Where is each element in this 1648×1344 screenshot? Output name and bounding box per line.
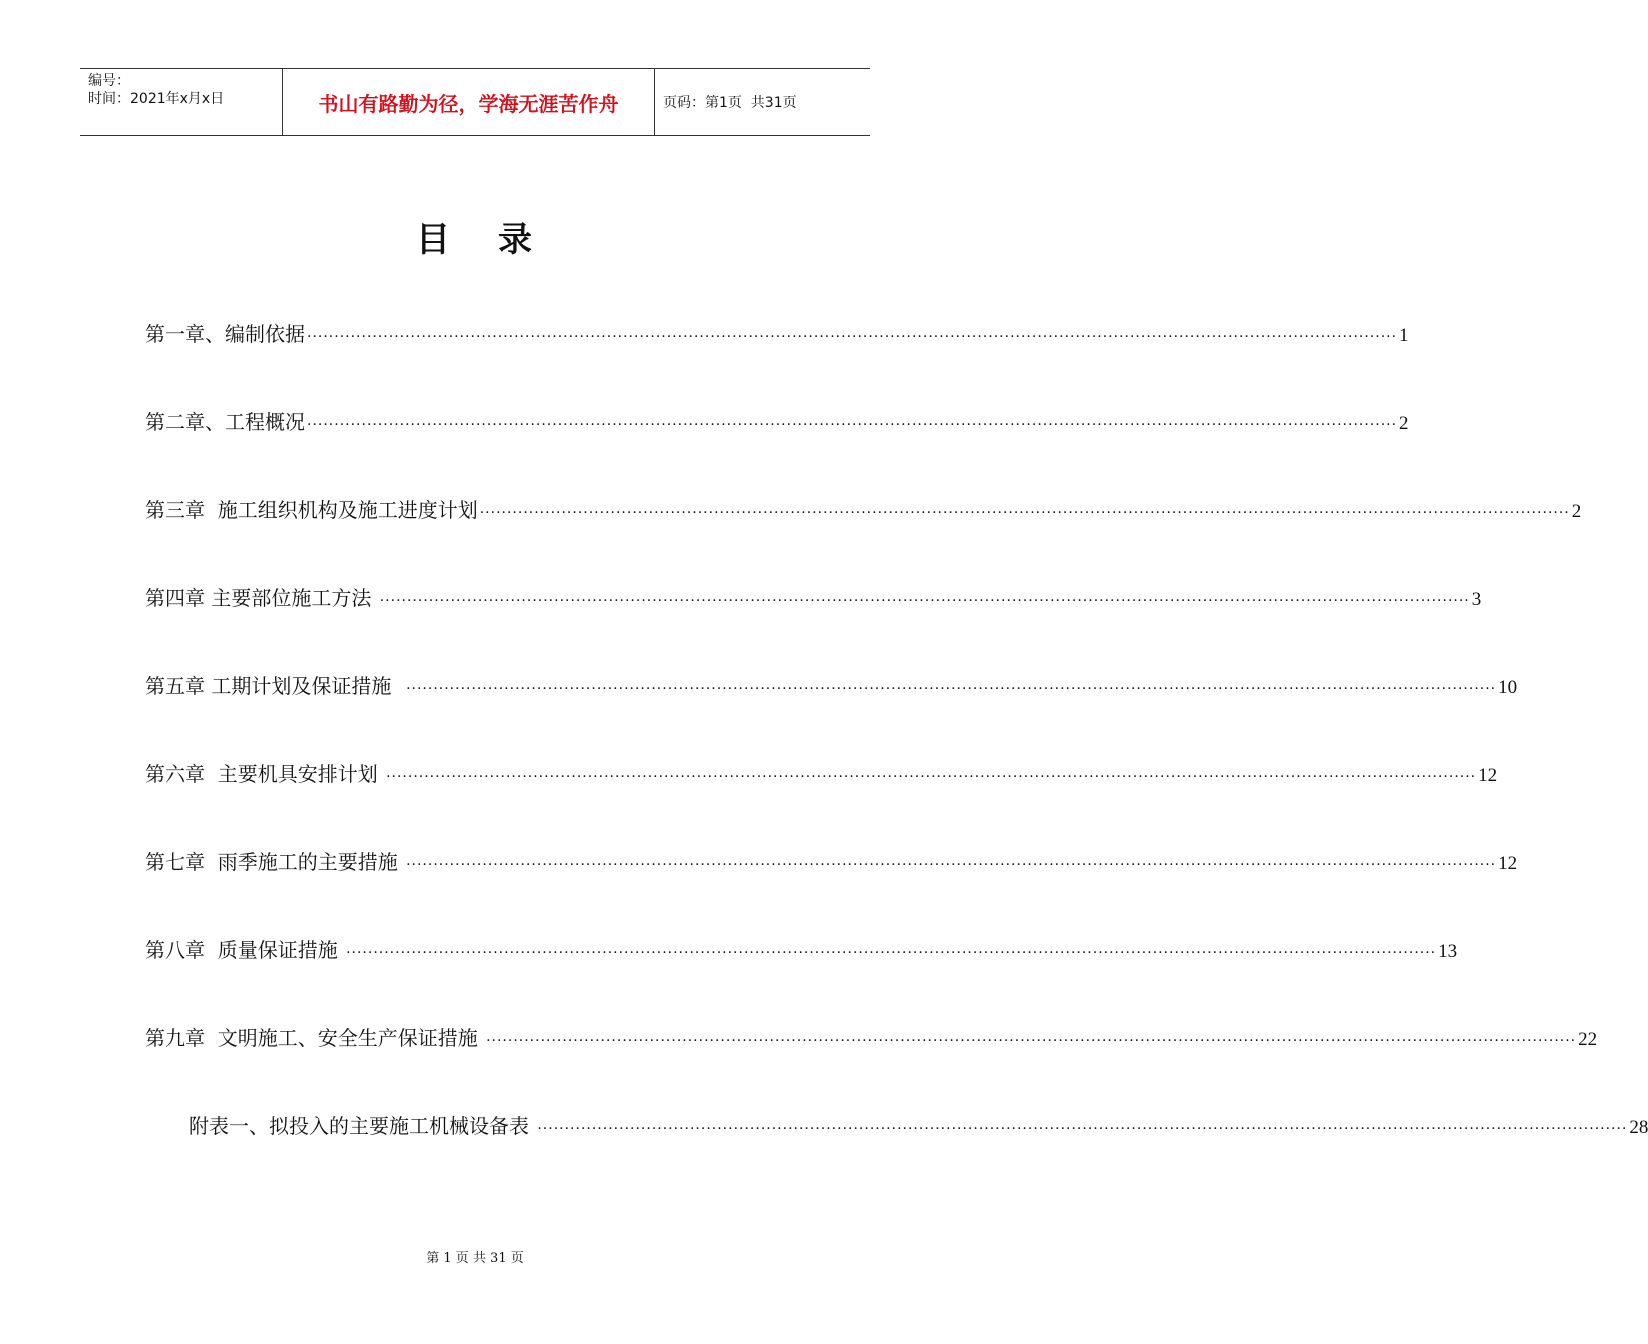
- toc-leader-dots: ········································································································································································································: [406, 857, 1497, 873]
- toc-entry-1[interactable]: [145, 318, 1409, 348]
- toc-entry-6[interactable]: [145, 758, 1498, 788]
- toc-entry-8[interactable]: [145, 934, 1458, 964]
- header-info-cell: [80, 69, 282, 135]
- toc-entry-page: 13: [1438, 941, 1458, 962]
- toc-entry-label: 附表一、拟投入的主要施工机械设备表: [189, 1114, 536, 1138]
- document-number-label: 编号：: [88, 73, 130, 89]
- toc-entry-9[interactable]: [145, 1022, 1598, 1052]
- toc-entry-page: 1: [1399, 325, 1409, 346]
- toc-leader-dots: ········································································································································································································: [486, 1033, 1577, 1049]
- toc-leader-dots: ········································································································································································································: [479, 505, 1570, 521]
- toc-entry-5[interactable]: [145, 670, 1518, 700]
- toc-entry-3[interactable]: [145, 494, 1582, 524]
- toc-entry-page: 28: [1629, 1117, 1648, 1138]
- header-motto-cell: [282, 69, 655, 135]
- toc-entry-label: 第三章 施工组织机构及施工进度计划: [145, 498, 478, 522]
- header-page-label: 页码：第1页 共31页: [663, 95, 797, 111]
- title-char-left: 目: [416, 220, 452, 260]
- header-page-cell: [655, 69, 870, 135]
- toc-entry-label: 第六章 主要机具安排计划: [145, 762, 385, 786]
- toc-leader-dots: ········································································································································································································: [406, 681, 1497, 697]
- toc-entry-7[interactable]: [145, 846, 1518, 876]
- document-header: [80, 68, 870, 136]
- page-footer: 第 1 页 共 31 页: [426, 1251, 524, 1266]
- toc-entry-label: 第一章、编制依据: [145, 322, 305, 346]
- toc-entry-page: 10: [1498, 677, 1518, 698]
- toc-entry-page: 2: [1571, 501, 1582, 522]
- toc-entry-page: 12: [1498, 853, 1518, 874]
- toc-entry-page: 3: [1471, 589, 1482, 610]
- toc-leader-dots: ········································································································································································································: [379, 593, 1470, 609]
- toc-entry-label: 第七章 雨季施工的主要措施: [145, 850, 405, 874]
- toc-entry-label: 第四章 主要部位施工方法: [145, 586, 378, 610]
- toc-leader-dots: ········································································································································································································: [307, 417, 1398, 433]
- toc-entry-4[interactable]: [145, 582, 1482, 612]
- toc-entry-label: 第九章 文明施工、安全生产保证措施: [145, 1026, 485, 1050]
- toc-leader-dots: ········································································································································································································: [307, 329, 1398, 345]
- toc-entry-appendix[interactable]: [189, 1110, 1648, 1140]
- toc-entry-label: 第五章 工期计划及保证措施: [145, 674, 405, 698]
- toc-entry-label: 第八章 质量保证措施: [145, 938, 345, 962]
- toc-entry-2[interactable]: [145, 406, 1409, 436]
- toc-leader-dots: ········································································································································································································: [537, 1121, 1628, 1137]
- toc-entry-label: 第二章、工程概况: [145, 410, 305, 434]
- title-char-right: 录: [498, 220, 534, 260]
- page-title: [0, 212, 950, 261]
- toc-leader-dots: ········································································································································································································: [346, 945, 1437, 961]
- toc-entry-page: 22: [1578, 1029, 1598, 1050]
- toc-entry-page: 2: [1399, 413, 1409, 434]
- motto-text: 书山有路勤为径，学海无涯苦作舟: [318, 91, 619, 116]
- toc-entry-page: 12: [1478, 765, 1498, 786]
- document-time-label: 时间：2021年x月x日: [88, 91, 225, 107]
- toc-leader-dots: ········································································································································································································: [386, 769, 1477, 785]
